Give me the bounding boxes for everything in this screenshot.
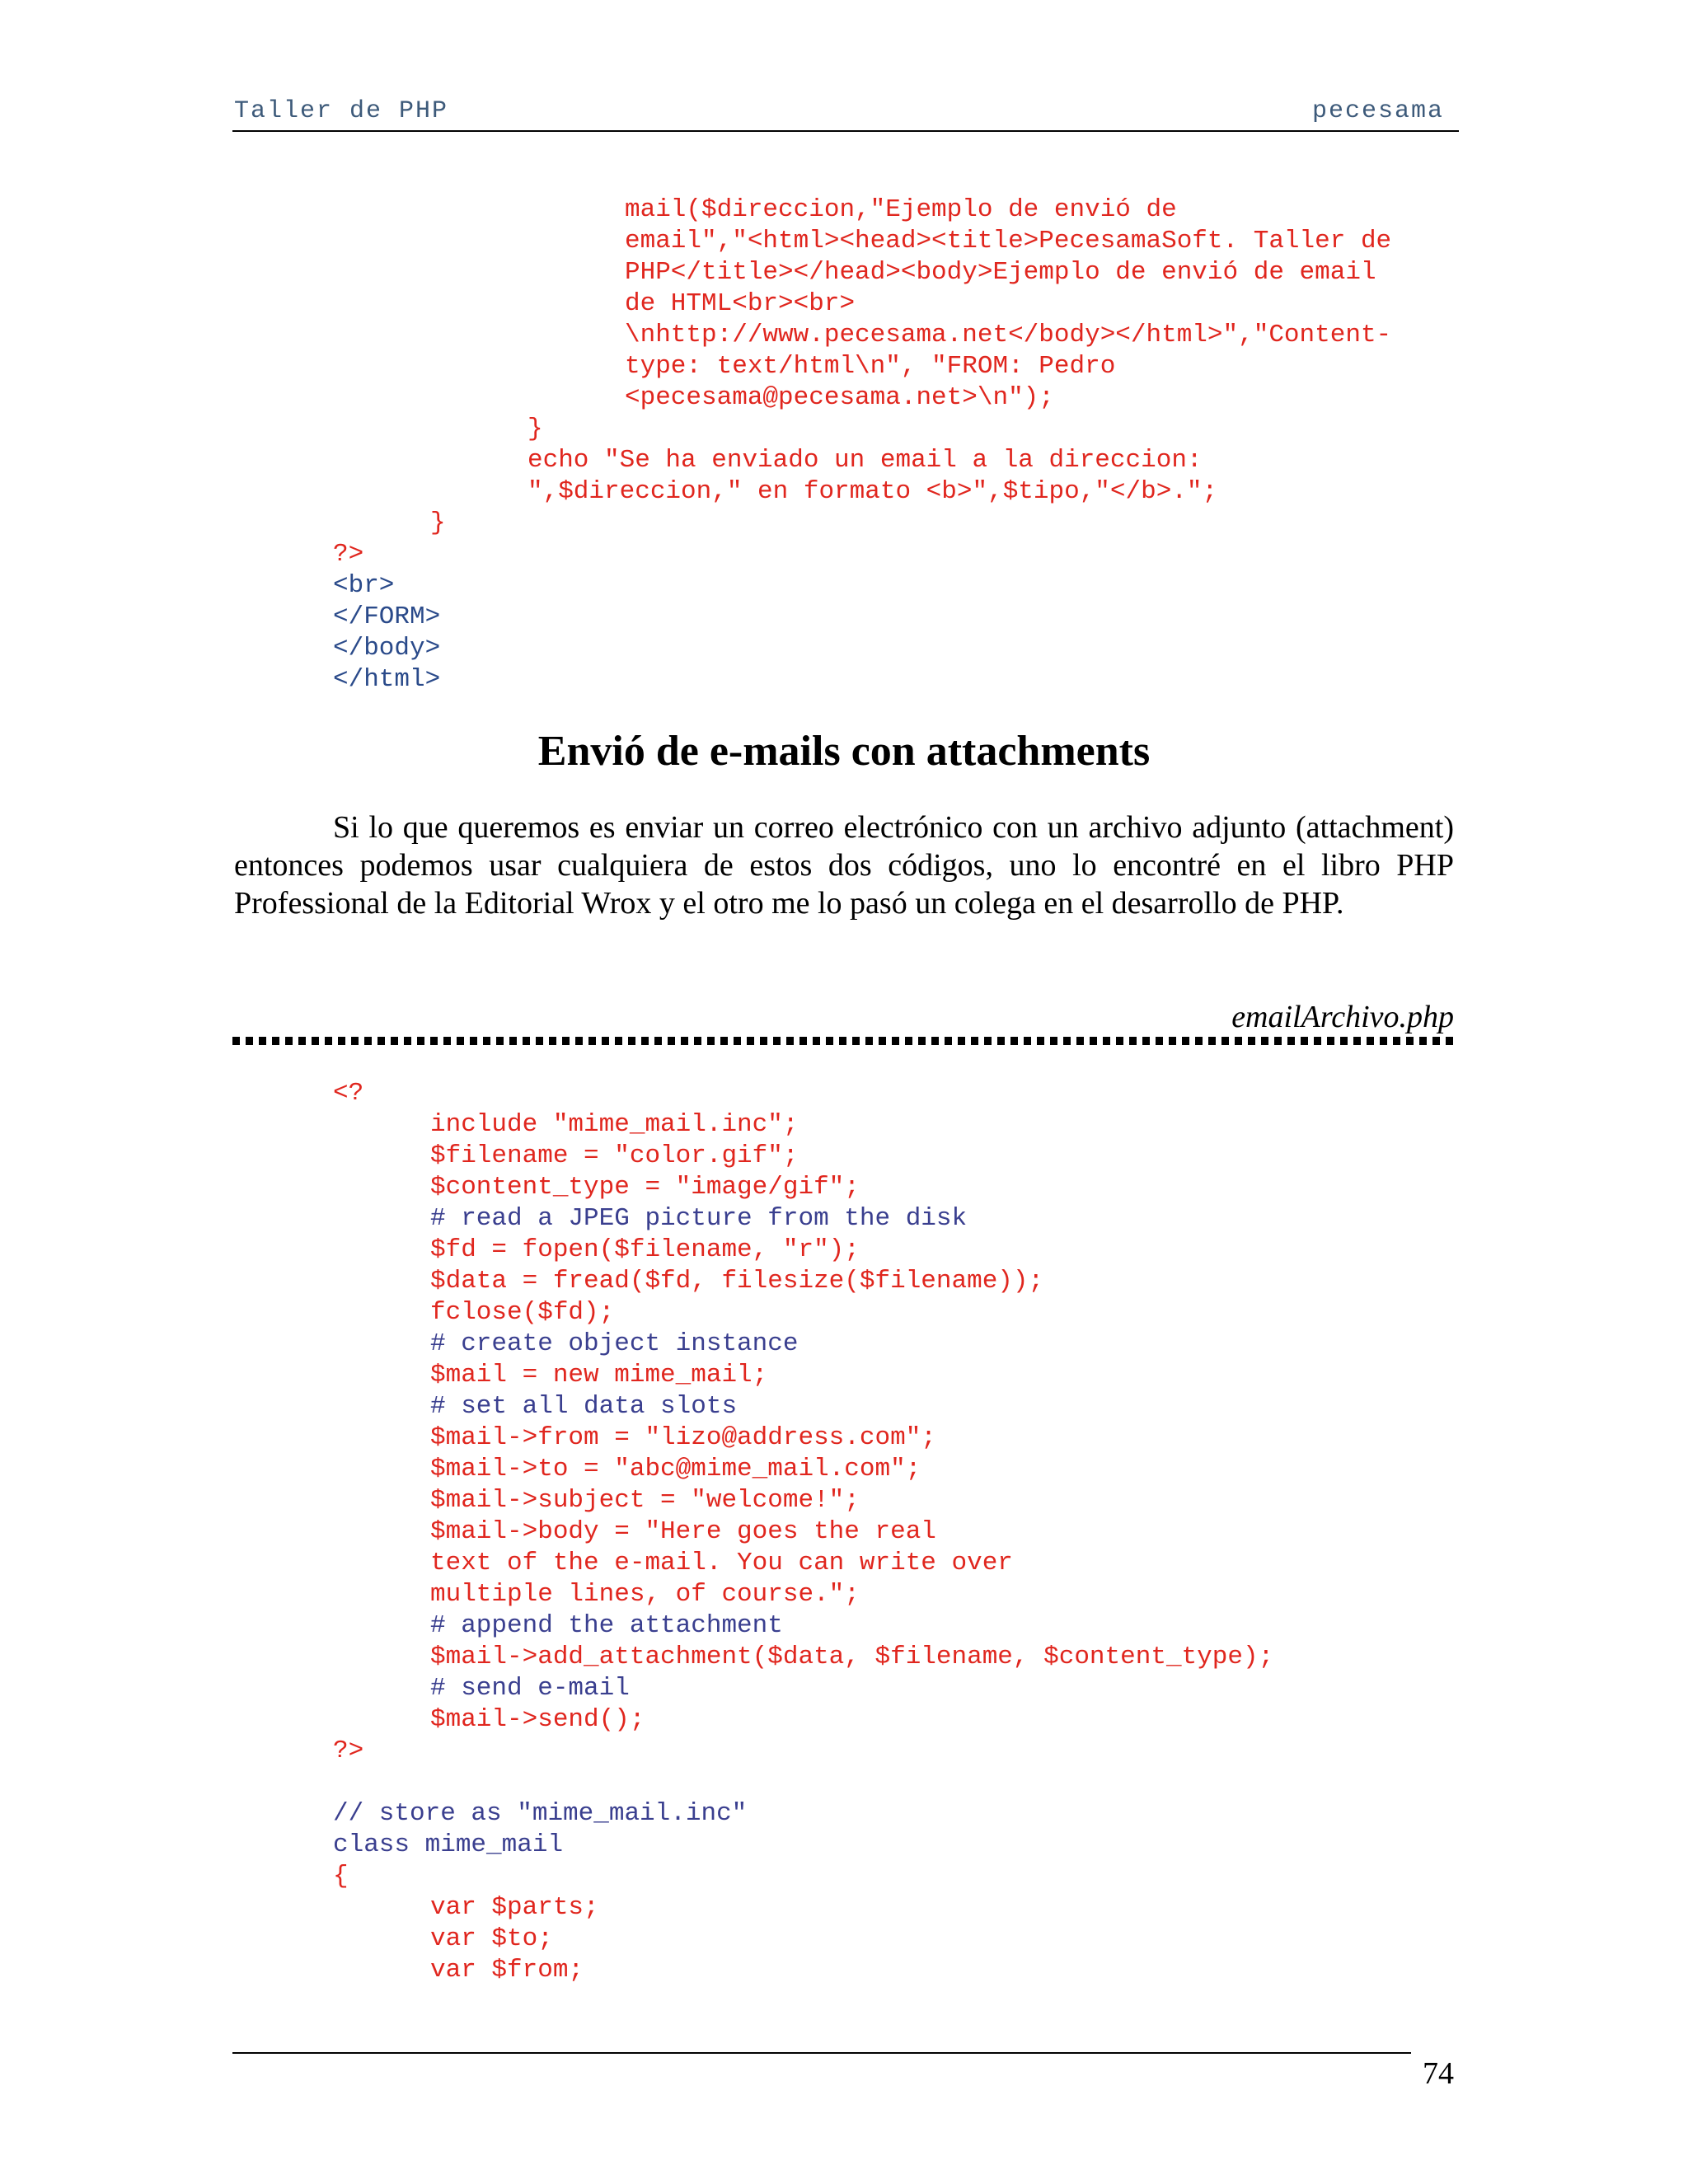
page-number: 74 xyxy=(1423,2056,1454,2091)
code-line: multiple lines, of course."; xyxy=(430,1580,860,1609)
code-line xyxy=(333,1767,1273,1798)
dotted-separator xyxy=(232,1037,1459,1045)
code-line: type: text/html\n", "FROM: Pedro xyxy=(625,352,1116,381)
code-line: </body> xyxy=(333,634,441,663)
header-rule xyxy=(232,130,1459,132)
code-filename-caption: emailArchivo.php xyxy=(1231,1000,1454,1034)
code-line: var $from; xyxy=(430,1956,584,1985)
footer-rule xyxy=(232,2052,1411,2054)
code-line: email","<html><head><title>PecesamaSoft. Taller de xyxy=(625,227,1392,255)
code-line: $mail->subject = "welcome!"; xyxy=(430,1486,860,1515)
code-line: ",$direccion," en formato <b>",$tipo,"</b>."; xyxy=(528,477,1218,506)
code-line: # set all data slots xyxy=(430,1392,738,1421)
code-line: </html> xyxy=(333,665,441,694)
body-paragraph: Si lo que queremos es enviar un correo electrónico con un archivo adjunto (attachment) entonces podemos usar cualquiera de estos dos códigos, uno lo encontré en el libro PHP Professional de la Editorial Wrox y el otro me lo pasó un colega en el desarrollo de PHP. xyxy=(234,810,1454,921)
code-line: <pecesama@pecesama.net>\n"); xyxy=(625,383,1054,412)
code-line: var $parts; xyxy=(430,1893,599,1922)
code-line: <? xyxy=(333,1079,364,1108)
code-line: ?> xyxy=(333,1736,364,1765)
code-line: var $to; xyxy=(430,1924,553,1953)
code-line: // store as "mime_mail.inc" xyxy=(333,1799,748,1828)
code-line: $mail->body = "Here goes the real xyxy=(430,1517,936,1546)
code-line: class mime_mail xyxy=(333,1830,564,1859)
code-line: $fd = fopen($filename, "r"); xyxy=(430,1235,860,1264)
running-header-title: Taller de PHP xyxy=(234,97,449,125)
code-line: # read a JPEG picture from the disk xyxy=(430,1204,968,1233)
code-block-top xyxy=(333,194,1391,696)
code-line: } xyxy=(528,415,543,443)
code-block-bottom xyxy=(333,1078,1273,1986)
code-line: $data = fread($fd, filesize($filename)); xyxy=(430,1267,1044,1296)
code-line: PHP</title></head><body>Ejemplo de envió de email xyxy=(625,258,1376,287)
code-line: # create object instance xyxy=(430,1329,799,1358)
code-line: $mail->send(); xyxy=(430,1705,645,1734)
code-line: fclose($fd); xyxy=(430,1298,615,1327)
code-line: $filename = "color.gif"; xyxy=(430,1141,799,1170)
code-line: { xyxy=(333,1862,349,1891)
code-line: \nhttp://www.pecesama.net</body></html>","Content- xyxy=(625,321,1392,349)
code-line: de HTML<br><br> xyxy=(625,289,856,318)
code-line: ?> xyxy=(333,540,364,569)
code-line: <br> xyxy=(333,571,395,600)
code-line: } xyxy=(430,509,446,537)
code-line: $mail->from = "lizo@address.com"; xyxy=(430,1423,936,1452)
running-header-author: pecesama xyxy=(1311,97,1444,125)
code-line: $mail->add_attachment($data, $filename, $content_type); xyxy=(430,1643,1274,1671)
code-line: $mail = new mime_mail; xyxy=(430,1361,768,1390)
section-title: Envió de e-mails con attachments xyxy=(537,728,1151,775)
code-line: $mail->to = "abc@mime_mail.com"; xyxy=(430,1455,921,1483)
code-line: $content_type = "image/gif"; xyxy=(430,1173,860,1202)
code-line: mail($direccion,"Ejemplo de envió de xyxy=(625,195,1177,224)
code-line: echo "Se ha enviado un email a la direccion: xyxy=(528,446,1203,475)
code-line: include "mime_mail.inc"; xyxy=(430,1110,799,1139)
code-line: </FORM> xyxy=(333,602,441,631)
code-line: # send e-mail xyxy=(430,1674,630,1703)
code-line: text of the e-mail. You can write over xyxy=(430,1549,1013,1577)
code-line: # append the attachment xyxy=(430,1611,783,1640)
